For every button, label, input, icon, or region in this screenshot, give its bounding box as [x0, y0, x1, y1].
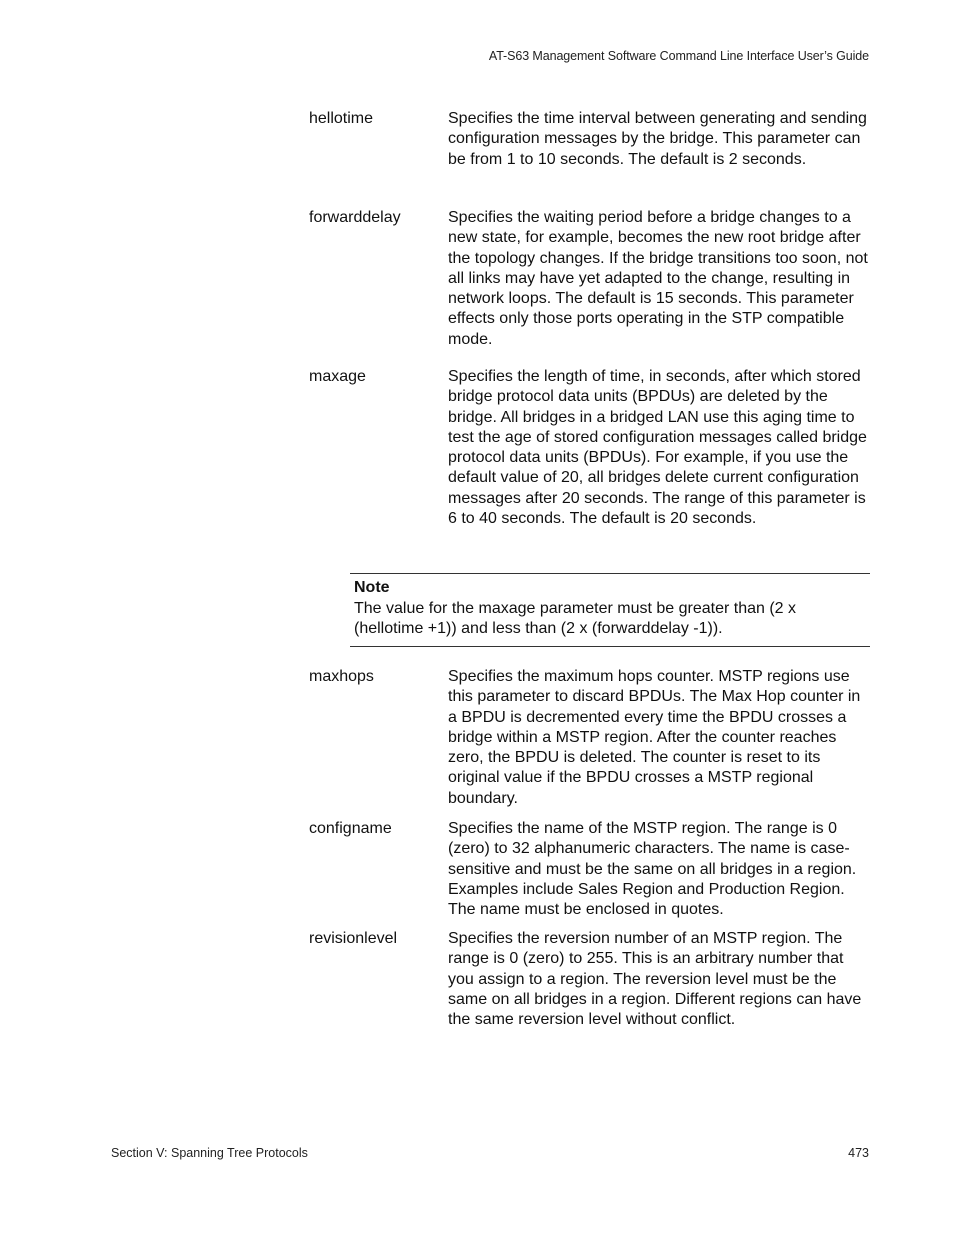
param-desc-forwarddelay: Specifies the waiting period before a bridge changes to a new state, for example, becomes the new root bridge after the topology changes. If the bridge transitions too soon, not all links may have yet adapted to the change, resulting in network loops. The default is 15 seconds. This parameter effects only those ports operating in the STP compatible mode. [448, 209, 868, 348]
note-title: Note [354, 579, 390, 596]
page-number: 473 [848, 1146, 869, 1160]
note-text: The value for the maxage parameter must be greater than (2 x (hellotime +1)) and less than (2 x (forwarddelay -1)). [354, 600, 797, 638]
param-desc-maxhops: Specifies the maximum hops counter. MSTP regions use this parameter to discard BPDUs. The Max Hop counter in a BPDU is decremented every time the BPDU crosses a bridge within a MSTP region. After the counter reaches zero, the BPDU is deleted. The counter is reset to its original value if the BPDU crosses a MSTP regional boundary. [448, 668, 861, 807]
param-desc-configname: Specifies the name of the MSTP region. The range is 0 (zero) to 32 alphanumeric characters. The name is case-sensitive and must be the same on all bridges in a region. Examples include Sales Region and Production Region. The name must be enclosed in quotes. [448, 820, 857, 919]
running-header: AT-S63 Management Software Command Line Interface User’s Guide [488, 49, 869, 63]
param-term-configname: configname [309, 820, 392, 837]
param-desc-revisionlevel: Specifies the reversion number of an MSTP region. The range is 0 (zero) to 255. This is an arbitrary number that you assign to a region. The reversion level must be the same on all bridges in a region. Different regions can have the same reversion level without conflict. [448, 930, 862, 1029]
param-desc-hellotime: Specifies the time interval between generating and sending configuration messages by the bridge. This parameter can be from 1 to 10 seconds. The default is 2 seconds. [448, 110, 867, 168]
param-term-revisionlevel: revisionlevel [309, 930, 398, 947]
param-term-hellotime: hellotime [309, 110, 374, 127]
footer-section: Section V: Spanning Tree Protocols [111, 1146, 308, 1160]
param-term-maxhops: maxhops [309, 668, 374, 685]
param-term-forwarddelay: forwarddelay [309, 209, 401, 226]
note-box [350, 573, 870, 647]
param-term-maxage: maxage [309, 368, 366, 385]
param-desc-maxage: Specifies the length of time, in seconds, after which stored bridge protocol data units (BPDUs) are deleted by the bridge. All bridges in a bridged LAN use this aging time to test the age of stored configuration messages called bridge protocol data units (BPDUs). For example, if you use the default value of 20, all bridges delete current configuration messages after 20 seconds. The range of this parameter is 6 to 40 seconds. The default is 20 seconds. [448, 368, 867, 528]
